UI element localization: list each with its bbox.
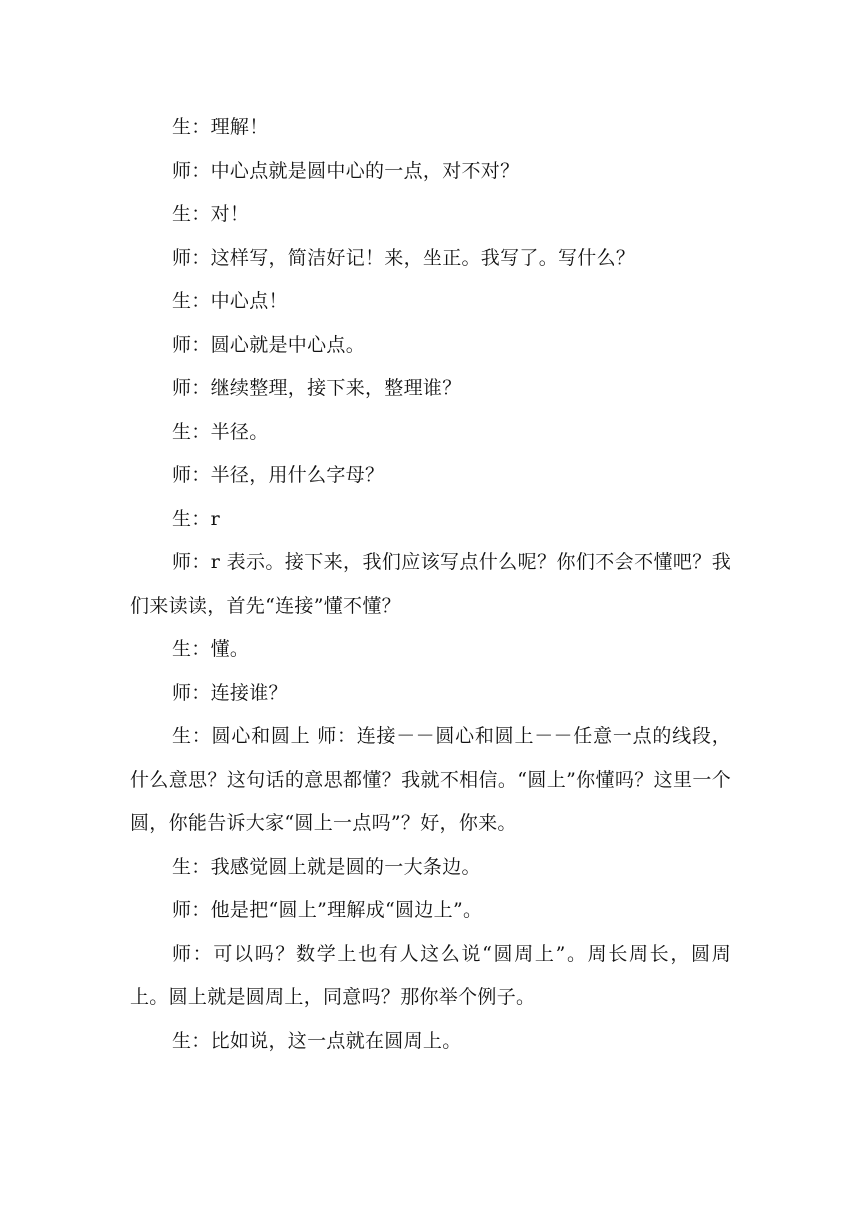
dialogue-paragraph: 师：继续整理，接下来，整理谁？ xyxy=(172,377,462,399)
dialogue-paragraph: 生：r xyxy=(172,507,220,530)
dialogue-paragraph: 师：圆心就是中心点。 xyxy=(172,333,366,356)
dialogue-paragraph: 师：连接谁？ xyxy=(172,681,288,704)
dialogue-paragraph: 师：这样写，简洁好记！来，坐正。我写了。写什么？ xyxy=(172,246,636,269)
dialogue-paragraph: 生：对！ xyxy=(172,203,250,225)
dialogue-paragraph: 生：理解！ xyxy=(172,116,269,138)
dialogue-paragraph: 生：懂。 xyxy=(172,638,250,660)
dialogue-paragraph: 师：半径，用什么字母？ xyxy=(172,464,385,486)
dialogue-paragraph: 师：可以吗？数学上也有人这么说“圆周上”。周长周长，圆周上。圆上就是圆周上，同意吗？那你举个例子。 xyxy=(130,942,731,1008)
dialogue-paragraph: 生：比如说，这一点就在圆周上。 xyxy=(172,1029,462,1052)
dialogue-paragraph: 生：中心点！ xyxy=(172,290,288,312)
dialogue-paragraph: 生：我感觉圆上就是圆的一大条边。 xyxy=(172,855,481,878)
dialogue-paragraph: 师：他是把“圆上”理解成“圆边上”。 xyxy=(172,899,483,921)
dialogue-paragraph: 生：半径。 xyxy=(172,420,269,443)
document-page xyxy=(130,106,731,1063)
dialogue-paragraph: 师：中心点就是圆中心的一点，对不对？ xyxy=(172,159,520,182)
dialogue-paragraph: 生：圆心和圆上 师：连接－－圆心和圆上－－任意一点的线段，什么意思？这句话的意思都懂？我就不相信。“圆上”你懂吗？这里一个圆，你能告诉大家“圆上一点吗”？好，你来。 xyxy=(130,725,731,834)
dialogue-paragraph: 师：r 表示。接下来，我们应该写点什么呢？你们不会不懂吧？我们来读读，首先“连接”懂不懂？ xyxy=(130,551,731,617)
